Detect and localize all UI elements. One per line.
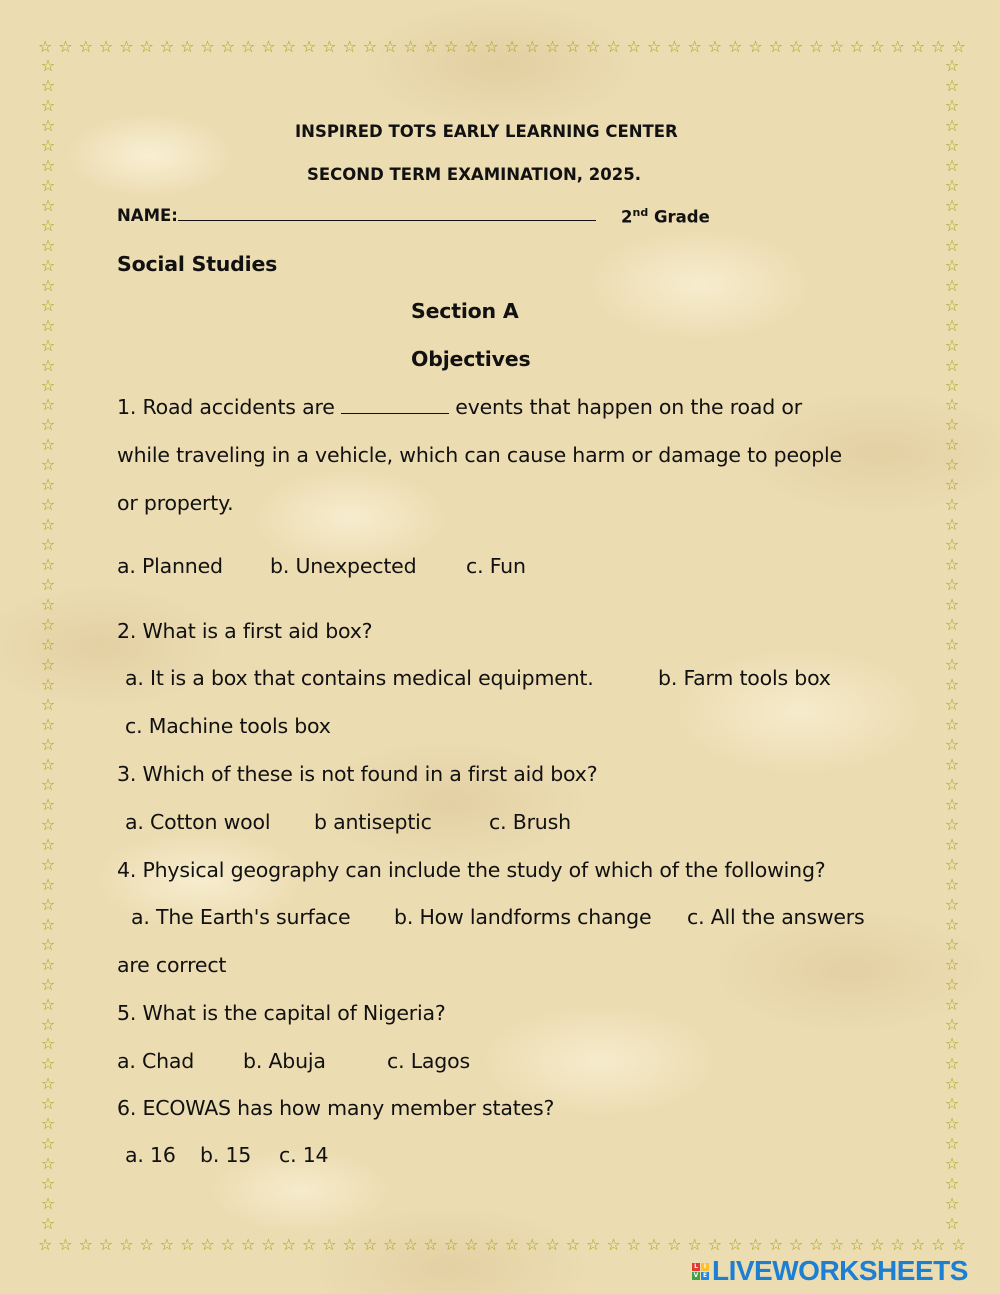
star-outline-icon: ☆ xyxy=(98,37,114,56)
star-outline-icon: ☆ xyxy=(944,255,960,275)
star-outline-icon: ☆ xyxy=(40,774,56,794)
question-6-option-c: c. 14 xyxy=(279,1143,329,1167)
star-outline-icon: ☆ xyxy=(78,1235,93,1254)
star-outline-icon: ☆ xyxy=(281,1235,296,1254)
star-outline-icon: ☆ xyxy=(301,37,317,56)
star-outline-icon: ☆ xyxy=(944,395,960,415)
question-6-option-b: b. 15 xyxy=(200,1143,252,1167)
star-outline-icon: ☆ xyxy=(40,195,56,215)
star-outline-icon: ☆ xyxy=(944,235,960,255)
star-outline-icon: ☆ xyxy=(910,1235,926,1254)
star-outline-icon: ☆ xyxy=(403,37,418,56)
star-outline-icon: ☆ xyxy=(58,1235,73,1254)
star-outline-icon: ☆ xyxy=(38,37,53,56)
star-outline-icon: ☆ xyxy=(342,1235,357,1254)
star-outline-icon: ☆ xyxy=(484,37,499,56)
star-outline-icon: ☆ xyxy=(200,37,215,56)
star-outline-icon: ☆ xyxy=(944,774,960,794)
star-outline-icon: ☆ xyxy=(545,1235,560,1254)
star-outline-icon: ☆ xyxy=(40,974,56,994)
star-outline-icon: ☆ xyxy=(944,734,960,754)
star-outline-icon: ☆ xyxy=(98,1235,114,1254)
star-outline-icon: ☆ xyxy=(40,415,56,435)
star-outline-icon: ☆ xyxy=(525,1235,540,1254)
question-1-option-c: c. Fun xyxy=(466,554,526,578)
question-5-option-b: b. Abuja xyxy=(243,1049,326,1073)
star-outline-icon: ☆ xyxy=(788,1235,804,1254)
star-outline-icon: ☆ xyxy=(944,75,960,95)
star-outline-icon: ☆ xyxy=(40,734,56,754)
star-outline-icon: ☆ xyxy=(40,475,56,495)
star-outline-icon: ☆ xyxy=(944,315,960,335)
logo-letter-v: V xyxy=(693,1271,699,1279)
question-3-option-c: c. Brush xyxy=(489,810,571,834)
star-outline-icon: ☆ xyxy=(40,675,56,695)
star-border-right xyxy=(944,58,960,1233)
question-5: 5. What is the capital of Nigeria? xyxy=(117,1001,446,1025)
star-outline-icon: ☆ xyxy=(40,1034,56,1054)
objectives-title: Objectives xyxy=(411,347,531,371)
subject-title: Social Studies xyxy=(117,252,278,276)
star-outline-icon: ☆ xyxy=(40,615,56,635)
star-outline-icon: ☆ xyxy=(362,1235,378,1254)
star-outline-icon: ☆ xyxy=(910,37,926,56)
star-outline-icon: ☆ xyxy=(951,37,966,56)
star-outline-icon: ☆ xyxy=(40,1114,56,1134)
star-outline-icon: ☆ xyxy=(40,994,56,1014)
star-outline-icon: ☆ xyxy=(944,754,960,774)
star-outline-icon: ☆ xyxy=(944,56,960,75)
star-outline-icon: ☆ xyxy=(40,56,56,75)
star-outline-icon: ☆ xyxy=(944,1094,960,1114)
question-4-continued: are correct xyxy=(117,953,227,977)
star-outline-icon: ☆ xyxy=(40,255,56,275)
question-6: 6. ECOWAS has how many member states? xyxy=(117,1096,555,1120)
star-outline-icon: ☆ xyxy=(40,814,56,834)
exam-title: SECOND TERM EXAMINATION, 2025. xyxy=(307,165,641,184)
star-outline-icon: ☆ xyxy=(944,854,960,874)
star-outline-icon: ☆ xyxy=(944,1014,960,1034)
star-outline-icon: ☆ xyxy=(261,1235,276,1254)
star-outline-icon: ☆ xyxy=(944,215,960,235)
star-outline-icon: ☆ xyxy=(944,1134,960,1154)
star-outline-icon: ☆ xyxy=(40,215,56,235)
section-title: Section A xyxy=(411,299,519,323)
star-outline-icon: ☆ xyxy=(944,475,960,495)
star-outline-icon: ☆ xyxy=(748,1235,763,1254)
star-outline-icon: ☆ xyxy=(40,954,56,974)
star-outline-icon: ☆ xyxy=(40,555,56,575)
star-outline-icon: ☆ xyxy=(788,37,804,56)
star-outline-icon: ☆ xyxy=(40,155,56,175)
star-outline-icon: ☆ xyxy=(342,37,357,56)
star-outline-icon: ☆ xyxy=(403,1235,418,1254)
star-outline-icon: ☆ xyxy=(728,37,743,56)
star-outline-icon: ☆ xyxy=(944,954,960,974)
star-outline-icon: ☆ xyxy=(40,695,56,714)
star-outline-icon: ☆ xyxy=(707,37,723,56)
star-outline-icon: ☆ xyxy=(944,295,960,315)
star-outline-icon: ☆ xyxy=(40,894,56,914)
star-outline-icon: ☆ xyxy=(944,914,960,934)
star-outline-icon: ☆ xyxy=(504,37,520,56)
star-outline-icon: ☆ xyxy=(240,1235,256,1254)
grade-label xyxy=(621,206,710,227)
star-outline-icon: ☆ xyxy=(180,1235,195,1254)
star-outline-icon: ☆ xyxy=(40,295,56,315)
star-outline-icon: ☆ xyxy=(667,1235,682,1254)
star-outline-icon: ☆ xyxy=(944,1074,960,1094)
star-outline-icon: ☆ xyxy=(40,175,56,195)
name-label: NAME: xyxy=(117,206,178,225)
star-outline-icon: ☆ xyxy=(944,175,960,195)
star-outline-icon: ☆ xyxy=(40,1134,56,1154)
star-outline-icon: ☆ xyxy=(78,37,93,56)
star-outline-icon: ☆ xyxy=(626,37,641,56)
star-outline-icon: ☆ xyxy=(40,1094,56,1114)
star-outline-icon: ☆ xyxy=(944,1154,960,1174)
star-outline-icon: ☆ xyxy=(40,275,56,295)
star-outline-icon: ☆ xyxy=(944,135,960,155)
star-outline-icon: ☆ xyxy=(586,37,601,56)
star-outline-icon: ☆ xyxy=(931,1235,946,1254)
star-outline-icon: ☆ xyxy=(944,1054,960,1074)
star-outline-icon: ☆ xyxy=(944,974,960,994)
brand-name: LIVEWORKSHEETS xyxy=(712,1255,968,1286)
star-outline-icon: ☆ xyxy=(646,1235,662,1254)
question-4: 4. Physical geography can include the study of which of the following? xyxy=(117,858,826,882)
question-5-option-a: a. Chad xyxy=(117,1049,195,1073)
star-outline-icon: ☆ xyxy=(829,1235,844,1254)
star-outline-icon: ☆ xyxy=(220,1235,236,1254)
star-outline-icon: ☆ xyxy=(40,794,56,814)
star-outline-icon: ☆ xyxy=(362,37,378,56)
star-outline-icon: ☆ xyxy=(40,1154,56,1174)
star-outline-icon: ☆ xyxy=(944,934,960,954)
star-outline-icon: ☆ xyxy=(565,37,581,56)
name-input-blank[interactable] xyxy=(178,206,596,221)
star-outline-icon: ☆ xyxy=(40,395,56,415)
star-outline-icon: ☆ xyxy=(119,1235,134,1254)
star-outline-icon: ☆ xyxy=(139,1235,154,1254)
star-outline-icon: ☆ xyxy=(626,1235,641,1254)
star-outline-icon: ☆ xyxy=(849,1235,865,1254)
star-outline-icon: ☆ xyxy=(809,37,824,56)
star-outline-icon: ☆ xyxy=(40,714,56,734)
star-outline-icon: ☆ xyxy=(443,1235,459,1254)
star-outline-icon: ☆ xyxy=(200,1235,215,1254)
star-outline-icon: ☆ xyxy=(944,275,960,295)
star-outline-icon: ☆ xyxy=(944,455,960,475)
star-outline-icon: ☆ xyxy=(40,115,56,135)
logo-letter-e: E xyxy=(702,1271,708,1279)
question-2-option-c: c. Machine tools box xyxy=(125,714,331,738)
star-outline-icon: ☆ xyxy=(40,1214,56,1234)
star-outline-icon: ☆ xyxy=(944,635,960,655)
star-outline-icon: ☆ xyxy=(383,37,398,56)
star-outline-icon: ☆ xyxy=(484,1235,499,1254)
star-outline-icon: ☆ xyxy=(944,794,960,814)
star-outline-icon: ☆ xyxy=(464,1235,479,1254)
star-outline-icon: ☆ xyxy=(220,37,236,56)
star-outline-icon: ☆ xyxy=(944,555,960,575)
star-outline-icon: ☆ xyxy=(40,1014,56,1034)
star-outline-icon: ☆ xyxy=(40,235,56,255)
star-outline-icon: ☆ xyxy=(322,37,337,56)
star-outline-icon: ☆ xyxy=(504,1235,520,1254)
star-outline-icon: ☆ xyxy=(464,37,479,56)
star-outline-icon: ☆ xyxy=(944,894,960,914)
star-outline-icon: ☆ xyxy=(159,1235,175,1254)
star-outline-icon: ☆ xyxy=(944,95,960,115)
question-2-option-a: a. It is a box that contains medical equipment. xyxy=(125,666,594,690)
star-outline-icon: ☆ xyxy=(159,37,175,56)
star-outline-icon: ☆ xyxy=(768,37,784,56)
star-outline-icon: ☆ xyxy=(944,695,960,714)
star-outline-icon: ☆ xyxy=(606,1235,621,1254)
star-outline-icon: ☆ xyxy=(829,37,844,56)
star-outline-icon: ☆ xyxy=(944,675,960,695)
star-outline-icon: ☆ xyxy=(931,37,946,56)
question-2: 2. What is a first aid box? xyxy=(117,619,373,643)
star-outline-icon: ☆ xyxy=(40,75,56,95)
grade-number: 2 xyxy=(621,207,633,227)
logo-letter-i: I xyxy=(701,1263,709,1271)
star-outline-icon: ☆ xyxy=(944,595,960,615)
grade-suffix: nd xyxy=(632,206,649,219)
star-outline-icon: ☆ xyxy=(667,37,682,56)
star-outline-icon: ☆ xyxy=(944,714,960,734)
star-outline-icon: ☆ xyxy=(40,435,56,455)
star-outline-icon: ☆ xyxy=(944,495,960,515)
star-outline-icon: ☆ xyxy=(944,615,960,635)
star-outline-icon: ☆ xyxy=(40,635,56,655)
star-outline-icon: ☆ xyxy=(119,37,134,56)
star-border-left xyxy=(40,58,56,1233)
star-outline-icon: ☆ xyxy=(849,37,865,56)
question-1-option-b: b. Unexpected xyxy=(270,554,417,578)
star-outline-icon: ☆ xyxy=(139,37,154,56)
star-outline-icon: ☆ xyxy=(687,37,702,56)
school-name: INSPIRED TOTS EARLY LEARNING CENTER xyxy=(295,122,678,141)
star-outline-icon: ☆ xyxy=(40,1054,56,1074)
star-outline-icon: ☆ xyxy=(281,37,296,56)
question-1 xyxy=(117,395,802,419)
star-outline-icon: ☆ xyxy=(40,515,56,535)
question-5-option-c: c. Lagos xyxy=(387,1049,470,1073)
star-outline-icon: ☆ xyxy=(40,1194,56,1214)
star-outline-icon: ☆ xyxy=(180,37,195,56)
star-outline-icon: ☆ xyxy=(261,37,276,56)
star-outline-icon: ☆ xyxy=(443,37,459,56)
star-outline-icon: ☆ xyxy=(944,994,960,1014)
star-outline-icon: ☆ xyxy=(40,95,56,115)
question-1-part2: events that happen on the road or xyxy=(455,395,802,419)
star-outline-icon: ☆ xyxy=(809,1235,824,1254)
star-outline-icon: ☆ xyxy=(565,1235,581,1254)
star-outline-icon: ☆ xyxy=(944,655,960,675)
star-border-top xyxy=(38,39,966,55)
star-outline-icon: ☆ xyxy=(586,1235,601,1254)
star-outline-icon: ☆ xyxy=(545,37,560,56)
star-outline-icon: ☆ xyxy=(40,1074,56,1094)
star-outline-icon: ☆ xyxy=(40,315,56,335)
star-outline-icon: ☆ xyxy=(944,435,960,455)
question-1-option-a: a. Planned xyxy=(117,554,223,578)
star-border-bottom xyxy=(38,1237,966,1253)
star-outline-icon: ☆ xyxy=(40,595,56,615)
question-2-option-b: b. Farm tools box xyxy=(658,666,831,690)
question-1-line3: or property. xyxy=(117,491,234,515)
star-outline-icon: ☆ xyxy=(944,1034,960,1054)
liveworksheets-brand[interactable] xyxy=(692,1256,968,1286)
grade-word: Grade xyxy=(653,207,710,227)
star-outline-icon: ☆ xyxy=(728,1235,743,1254)
star-outline-icon: ☆ xyxy=(944,575,960,595)
star-outline-icon: ☆ xyxy=(870,37,885,56)
question-1-line2: while traveling in a vehicle, which can cause harm or damage to people xyxy=(117,443,842,467)
star-outline-icon: ☆ xyxy=(383,1235,398,1254)
star-outline-icon: ☆ xyxy=(58,37,73,56)
star-outline-icon: ☆ xyxy=(687,1235,702,1254)
star-outline-icon: ☆ xyxy=(944,535,960,555)
star-outline-icon: ☆ xyxy=(944,814,960,834)
liveworksheets-logo-icon xyxy=(692,1263,709,1280)
question-4-option-b: b. How landforms change xyxy=(394,905,652,929)
star-outline-icon: ☆ xyxy=(423,37,438,56)
question-3-option-a: a. Cotton wool xyxy=(125,810,271,834)
star-outline-icon: ☆ xyxy=(944,375,960,395)
star-outline-icon: ☆ xyxy=(944,415,960,435)
star-outline-icon: ☆ xyxy=(322,1235,337,1254)
star-outline-icon: ☆ xyxy=(890,37,905,56)
question-3: 3. Which of these is not found in a first aid box? xyxy=(117,762,598,786)
star-outline-icon: ☆ xyxy=(240,37,256,56)
star-outline-icon: ☆ xyxy=(40,135,56,155)
star-outline-icon: ☆ xyxy=(944,195,960,215)
star-outline-icon: ☆ xyxy=(40,834,56,854)
name-line xyxy=(117,206,596,225)
star-outline-icon: ☆ xyxy=(646,37,662,56)
star-outline-icon: ☆ xyxy=(768,1235,784,1254)
star-outline-icon: ☆ xyxy=(525,37,540,56)
star-outline-icon: ☆ xyxy=(40,874,56,894)
star-outline-icon: ☆ xyxy=(944,115,960,135)
star-outline-icon: ☆ xyxy=(40,335,56,355)
star-outline-icon: ☆ xyxy=(890,1235,905,1254)
star-outline-icon: ☆ xyxy=(944,355,960,375)
star-outline-icon: ☆ xyxy=(944,1174,960,1194)
star-outline-icon: ☆ xyxy=(870,1235,885,1254)
star-outline-icon: ☆ xyxy=(944,874,960,894)
question-4-option-c: c. All the answers xyxy=(687,905,865,929)
question-1-blank xyxy=(341,395,449,414)
question-3-option-b: b antiseptic xyxy=(314,810,432,834)
star-outline-icon: ☆ xyxy=(423,1235,438,1254)
star-outline-icon: ☆ xyxy=(40,455,56,475)
star-outline-icon: ☆ xyxy=(40,914,56,934)
star-outline-icon: ☆ xyxy=(40,575,56,595)
star-outline-icon: ☆ xyxy=(707,1235,723,1254)
star-outline-icon: ☆ xyxy=(944,515,960,535)
star-outline-icon: ☆ xyxy=(944,834,960,854)
star-outline-icon: ☆ xyxy=(40,375,56,395)
question-1-part1: 1. Road accidents are xyxy=(117,395,335,419)
star-outline-icon: ☆ xyxy=(40,854,56,874)
star-outline-icon: ☆ xyxy=(38,1235,53,1254)
question-6-option-a: a. 16 xyxy=(125,1143,176,1167)
star-outline-icon: ☆ xyxy=(944,155,960,175)
star-outline-icon: ☆ xyxy=(951,1235,966,1254)
star-outline-icon: ☆ xyxy=(40,934,56,954)
star-outline-icon: ☆ xyxy=(748,37,763,56)
star-outline-icon: ☆ xyxy=(40,1174,56,1194)
star-outline-icon: ☆ xyxy=(944,335,960,355)
star-outline-icon: ☆ xyxy=(944,1114,960,1134)
star-outline-icon: ☆ xyxy=(944,1194,960,1214)
star-outline-icon: ☆ xyxy=(40,355,56,375)
star-outline-icon: ☆ xyxy=(606,37,621,56)
star-outline-icon: ☆ xyxy=(40,754,56,774)
question-4-option-a: a. The Earth's surface xyxy=(131,905,351,929)
logo-letter-l: L xyxy=(692,1263,700,1271)
star-outline-icon: ☆ xyxy=(40,495,56,515)
star-outline-icon: ☆ xyxy=(301,1235,317,1254)
star-outline-icon: ☆ xyxy=(40,655,56,675)
star-outline-icon: ☆ xyxy=(40,535,56,555)
star-outline-icon: ☆ xyxy=(944,1214,960,1234)
